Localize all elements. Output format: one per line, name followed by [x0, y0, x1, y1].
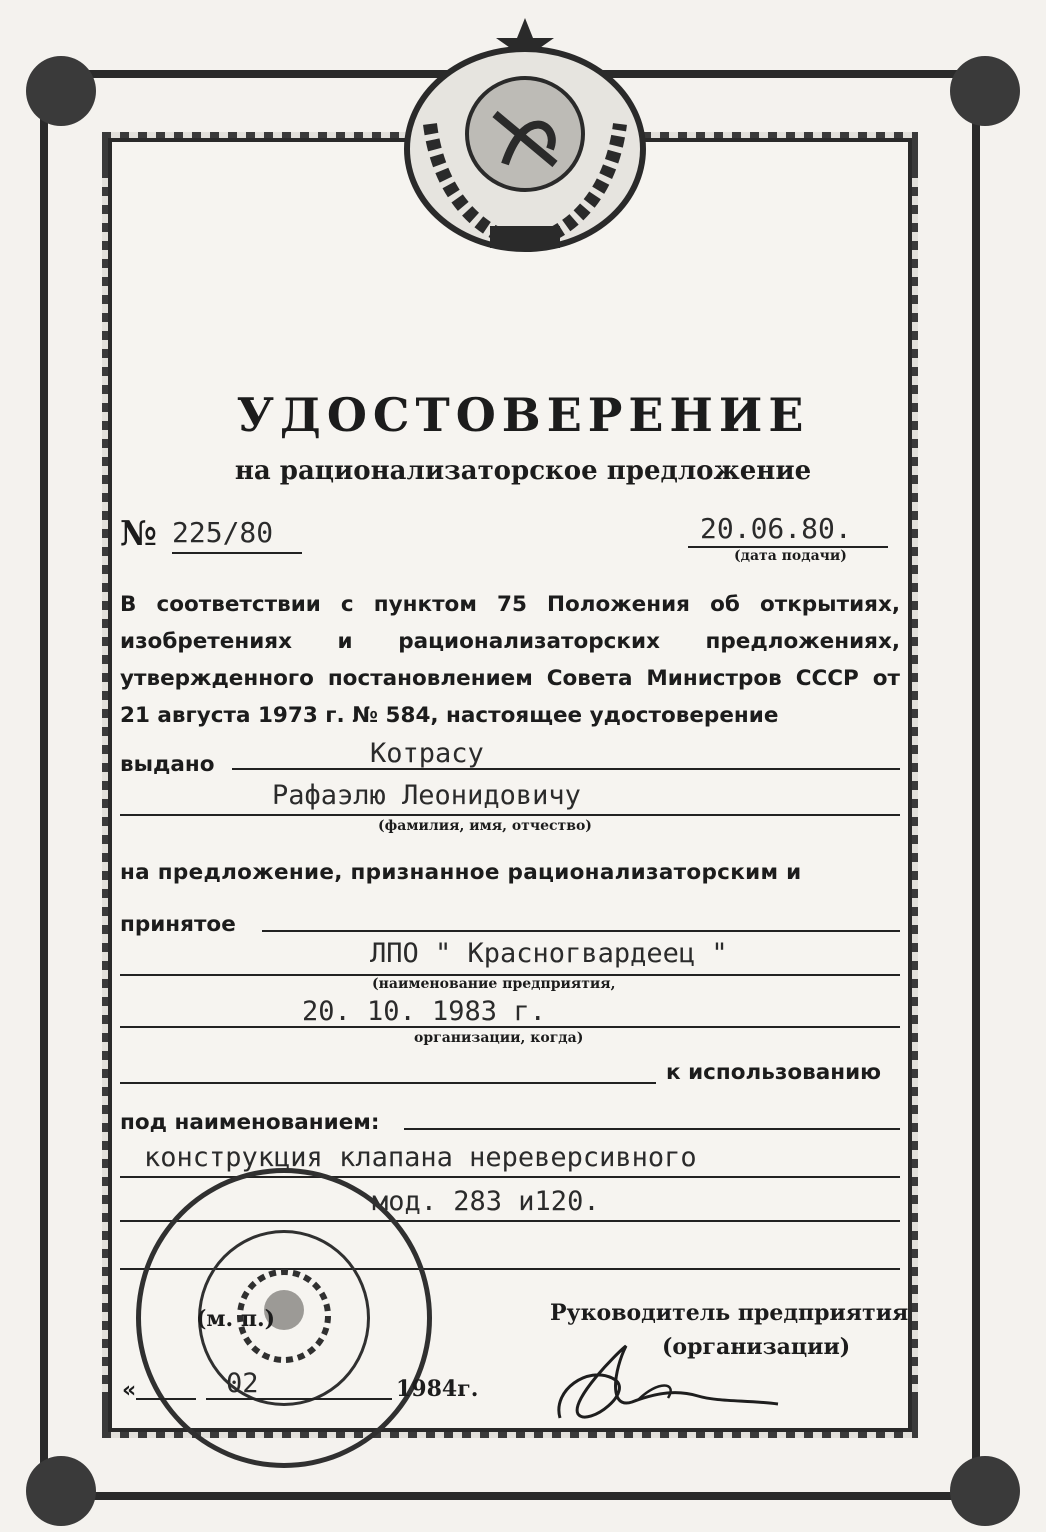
corner-ornament-top-right: [950, 56, 1020, 126]
recognized-text: на предложение, признанное рационализаторским и: [120, 860, 802, 885]
handwritten-signature: [548, 1330, 788, 1440]
number-sign: №: [120, 514, 157, 554]
issue-month: 02: [226, 1368, 259, 1399]
named-label: под наименованием:: [120, 1110, 380, 1135]
submission-date: 20.06.80.: [700, 512, 852, 545]
accepted-underline: [262, 930, 900, 932]
legal-basis-paragraph: В соответствии с пунктом 75 Положения об открытиях, изобретениях и рационализаторских предложениях, утвержденного постановлением Совета Министров СССР от 21 августа 1973 г. № 584, настоящее удостоверение: [120, 592, 900, 728]
certificate-number: 225/80: [172, 516, 274, 549]
issued-underline: [232, 768, 900, 770]
issued-label: выдано: [120, 752, 215, 777]
date-caption: (дата подачи): [734, 548, 847, 564]
proposal-title-line2: мод. 283 и120.: [372, 1186, 600, 1217]
head-subtitle: (организации): [662, 1334, 851, 1360]
accepted-label: принятое: [120, 912, 236, 937]
seal-place-label: (м. п.): [196, 1306, 276, 1332]
named-underline: [404, 1128, 900, 1130]
recipient-surname: Котрасу: [370, 738, 484, 769]
issue-year: 1984г.: [396, 1376, 479, 1402]
enterprise-name: ЛПО " Красногвардеец ": [370, 938, 728, 969]
corner-ornament-top-left: [26, 56, 96, 126]
corner-ornament-bottom-right: [950, 1456, 1020, 1526]
state-emblem-icon: [390, 14, 660, 264]
usage-underline: [120, 1082, 656, 1084]
organization-caption: организации, когда): [414, 1030, 584, 1046]
enterprise-caption: (наименование предприятия,: [372, 976, 616, 992]
acceptance-date-underline: [120, 1026, 900, 1028]
corner-ornament-bottom-left: [26, 1456, 96, 1526]
issue-month-underline: [206, 1398, 392, 1400]
acceptance-date: 20. 10. 1983 г.: [302, 996, 546, 1027]
number-underline: [172, 552, 302, 554]
document-title: УДОСТОВЕРЕНИЕ: [236, 388, 810, 442]
proposal-title-line1: конструкция клапана нереверсивного: [144, 1142, 697, 1173]
recipient-name-patronymic: Рафаэлю Леонидовичу: [272, 780, 581, 811]
name-underline: [120, 814, 900, 816]
head-title: Руководитель предприятия: [550, 1300, 909, 1326]
issue-day-underline: [136, 1398, 196, 1400]
issue-date-prefix: «: [122, 1378, 137, 1403]
name-caption: (фамилия, имя, отчество): [378, 818, 592, 834]
usage-text: к использованию: [666, 1060, 882, 1085]
document-subtitle: на рационализаторское предложение: [234, 456, 812, 486]
